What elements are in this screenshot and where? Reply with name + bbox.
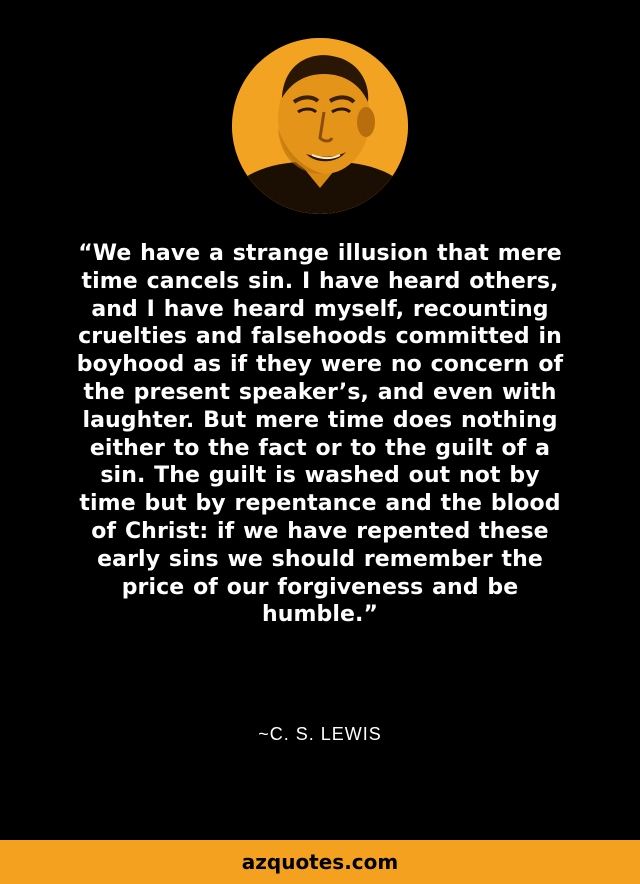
author-name: ~C. S. LEWIS bbox=[258, 724, 382, 744]
quote-line: laughter. But mere time does nothing bbox=[82, 407, 558, 433]
quote-line: and I have heard myself, recounting bbox=[91, 296, 549, 322]
author-portrait-icon bbox=[232, 38, 408, 214]
quote-line: cruelties and falsehoods committed in bbox=[78, 324, 562, 350]
quote-text bbox=[30, 240, 610, 629]
site-link[interactable]: azquotes.com bbox=[241, 850, 399, 874]
quote-line: price of our forgiveness and be bbox=[121, 574, 519, 600]
footer-bar bbox=[0, 840, 640, 884]
quote-line: sin. The guilt is washed out not by bbox=[100, 463, 540, 489]
quote-line: boyhood as if they were no concern of bbox=[76, 352, 564, 378]
quote-line: time but by repentance and the blood bbox=[79, 491, 561, 517]
quote-line: humble.” bbox=[261, 602, 379, 628]
quote-line: the present speaker’s, and even with bbox=[83, 379, 557, 405]
quote-line: of Christ: if we have repented these bbox=[91, 518, 549, 544]
quote-line: time cancels sin. I have heard others, bbox=[81, 268, 559, 294]
quote-line: early sins we should remember the bbox=[97, 546, 543, 572]
author-portrait bbox=[232, 38, 408, 214]
quote-line: “We have a strange illusion that mere bbox=[78, 241, 562, 266]
quote-line: either to the fact or to the guilt of a bbox=[89, 435, 551, 461]
